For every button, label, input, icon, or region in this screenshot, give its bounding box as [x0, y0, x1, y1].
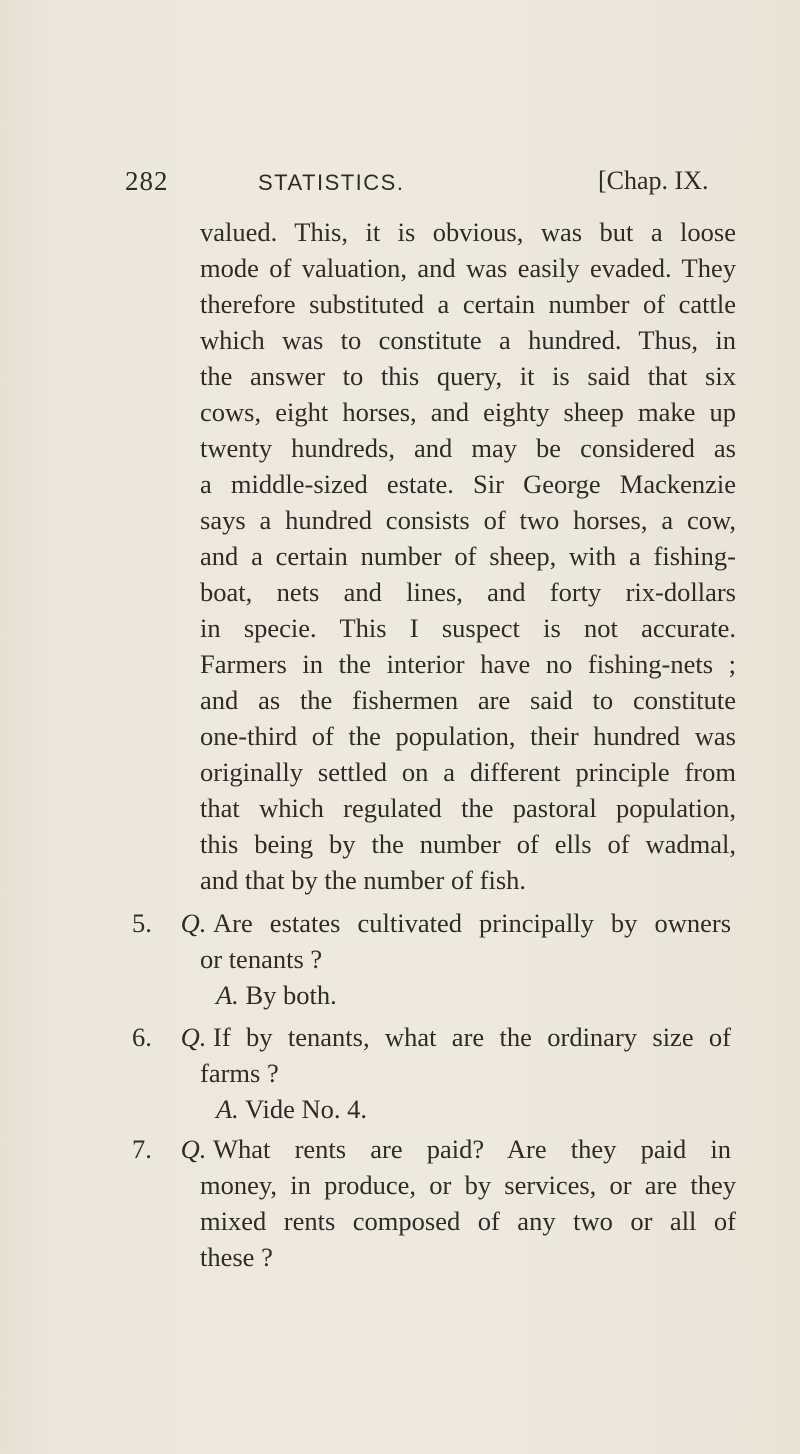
question-number: 5.	[132, 908, 152, 938]
question-text: If by tenants, what are the ordinary size of	[213, 1022, 732, 1052]
question-text: What rents are paid? Are they paid in	[213, 1134, 732, 1164]
question-item-5	[132, 905, 736, 1013]
question-label: Q.	[180, 1134, 207, 1164]
question-text: mixed rents composed of any two or all of	[200, 1206, 736, 1236]
question-label: Q.	[180, 908, 207, 938]
text-line: the answer to this query, it is said that six	[200, 361, 736, 391]
body-paragraph	[200, 214, 736, 898]
running-head: STATISTICS.	[258, 170, 405, 195]
text-line: and as the fishermen are said to constitute	[200, 685, 736, 715]
text-line: in specie. This I suspect is not accurate.	[200, 613, 736, 643]
text-line: twenty hundreds, and may be considered as	[200, 433, 736, 463]
text-line: says a hundred consists of two horses, a cow,	[200, 505, 736, 535]
page-number: 282	[125, 166, 169, 196]
question-text: or tenants ?	[200, 944, 323, 974]
text-line: Farmers in the interior have no fishing-nets ;	[200, 649, 736, 679]
text-line: that which regulated the pastoral population,	[200, 793, 736, 823]
text-line: which was to constitute a hundred. Thus, in	[200, 325, 736, 355]
text-line: cows, eight horses, and eighty sheep make up	[200, 397, 736, 427]
chapter-label: [Chap. IX.	[598, 166, 709, 195]
question-text: money, in produce, or by services, or are they	[200, 1170, 736, 1200]
question-item-6	[132, 1019, 736, 1127]
text-line: boat, nets and lines, and forty rix-dollars	[200, 577, 736, 607]
text-line: originally settled on a different principle from	[200, 757, 736, 787]
text-line: therefore substituted a certain number of cattle	[200, 289, 736, 319]
text-line: and a certain number of sheep, with a fishing-	[200, 541, 736, 571]
question-item-7	[132, 1131, 736, 1275]
answer-text: By both.	[245, 980, 337, 1010]
text-line: mode of valuation, and was easily evaded. They	[200, 253, 736, 283]
question-text: farms ?	[200, 1058, 279, 1088]
question-number: 7.	[132, 1134, 152, 1164]
question-label: Q.	[180, 1022, 207, 1052]
text-line: one-third of the population, their hundred was	[200, 721, 736, 751]
text-line: valued. This, it is obvious, was but a loose	[200, 217, 736, 247]
text-line: a middle-sized estate. Sir George Mackenzie	[200, 469, 736, 499]
answer-text: Vide No. 4.	[244, 1094, 368, 1124]
question-number: 6.	[132, 1022, 152, 1052]
answer-label: A.	[216, 980, 239, 1010]
page-header	[0, 166, 800, 206]
question-text: Are estates cultivated principally by owners	[213, 908, 732, 938]
question-text: these ?	[200, 1242, 273, 1272]
answer-label: A.	[216, 1094, 239, 1124]
text-line: and that by the number of fish.	[200, 865, 527, 895]
text-line: this being by the number of ells of wadmal,	[200, 829, 736, 859]
